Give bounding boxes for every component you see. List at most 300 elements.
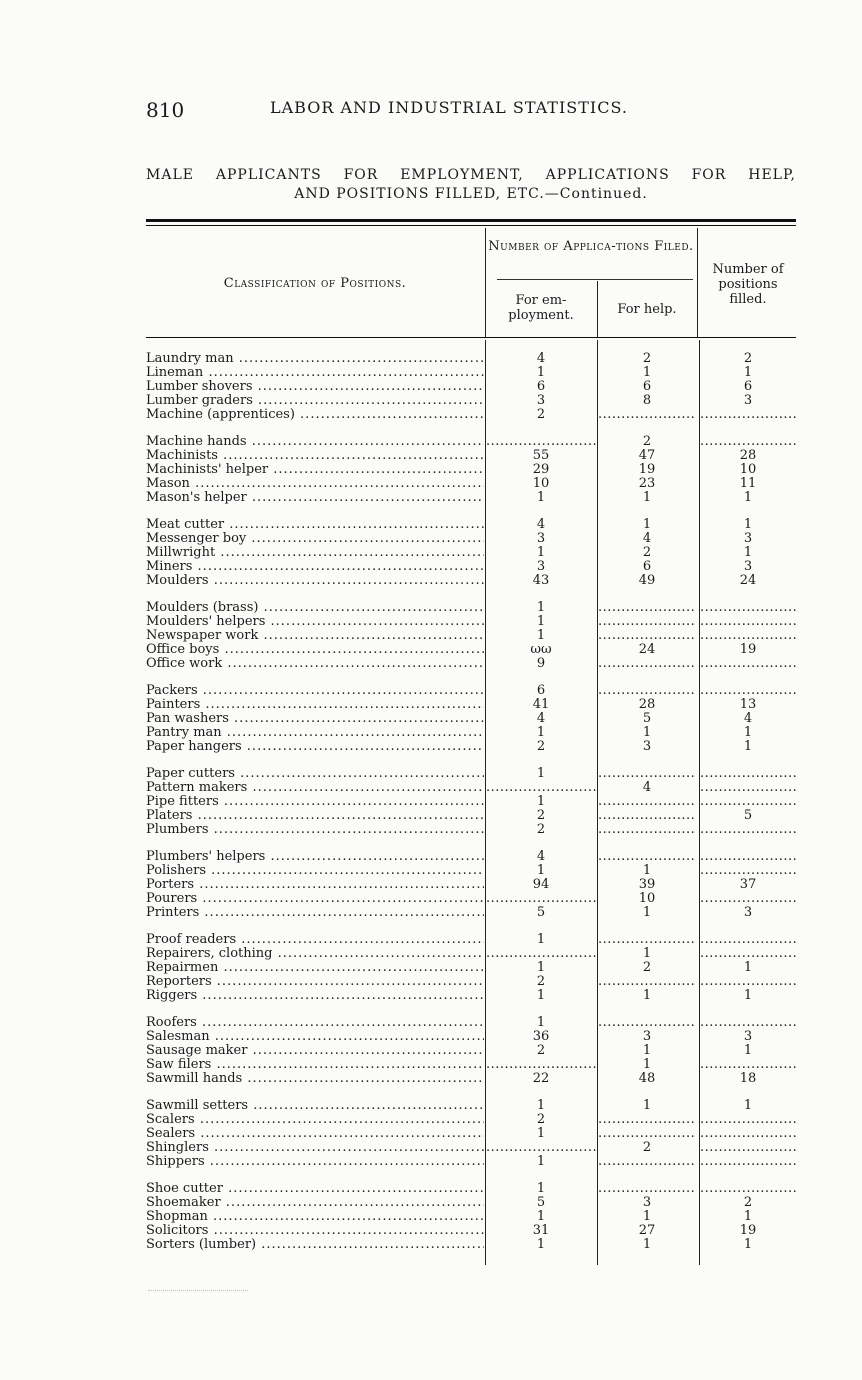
- table-row: [146, 1113, 796, 1127]
- cell-positions-filled: [700, 823, 796, 837]
- group-gap: [146, 1003, 796, 1016]
- cell-for-help: 3: [642, 740, 652, 754]
- cell-for-help: 1: [642, 518, 652, 532]
- table-row: [146, 1141, 796, 1155]
- cell-positions-filled: [700, 601, 796, 615]
- row-label: Moulders (brass) .....: [146, 601, 484, 615]
- cell-for-employment: 5: [536, 1196, 546, 1210]
- table-row: [146, 767, 796, 781]
- cell-for-employment: 1: [536, 864, 546, 878]
- cell-for-employment: 4: [536, 518, 546, 532]
- cell-for-help: [598, 975, 696, 989]
- cell-positions-filled: 19: [739, 1224, 757, 1238]
- row-label: Laundry man .....: [146, 352, 484, 366]
- cell-for-employment: 5: [536, 906, 546, 920]
- cell-for-employment: 29: [532, 463, 550, 477]
- row-label: Scalers .....: [146, 1113, 484, 1127]
- cell-for-employment: 2: [536, 1044, 546, 1058]
- table-body: [146, 352, 796, 1252]
- table-row: [146, 380, 796, 394]
- cell-for-employment: 4: [536, 850, 546, 864]
- group-gap: [146, 920, 796, 933]
- row-label: Machinists .....: [146, 449, 484, 463]
- cell-for-employment: [486, 947, 596, 961]
- cell-positions-filled: [700, 408, 796, 422]
- row-label: Riggers .....: [146, 989, 484, 1003]
- cell-positions-filled: 1: [743, 1238, 753, 1252]
- row-label: Meat cutter .....: [146, 518, 484, 532]
- table-row: [146, 947, 796, 961]
- cell-positions-filled: 1: [743, 491, 753, 505]
- cell-for-employment: 1: [536, 933, 546, 947]
- row-label: Moulders .....: [146, 574, 484, 588]
- cell-for-help: 1: [642, 1210, 652, 1224]
- cell-positions-filled: 19: [739, 643, 757, 657]
- row-label: Paper cutters .....: [146, 767, 484, 781]
- table-row: [146, 684, 796, 698]
- table-row: [146, 560, 796, 574]
- row-label: Solicitors .....: [146, 1224, 484, 1238]
- cell-for-help: 2: [642, 1141, 652, 1155]
- cell-positions-filled: 1: [743, 989, 753, 1003]
- header-bottom-rule: [146, 337, 796, 338]
- table-row: [146, 1238, 796, 1252]
- cell-for-help: 10: [638, 892, 656, 906]
- row-label: Shoe cutter .....: [146, 1182, 484, 1196]
- cell-for-employment: 31: [532, 1224, 550, 1238]
- cell-for-help: [598, 1127, 696, 1141]
- cell-positions-filled: [700, 795, 796, 809]
- cell-for-employment: 1: [536, 366, 546, 380]
- header-for-help: For help.: [617, 302, 677, 317]
- cell-positions-filled: 1: [743, 518, 753, 532]
- cell-for-employment: 1: [536, 1155, 546, 1169]
- row-label: Sealers .....: [146, 1127, 484, 1141]
- cell-positions-filled: [700, 629, 796, 643]
- row-label: Mason's helper .....: [146, 491, 484, 505]
- cell-for-employment: 1: [536, 546, 546, 560]
- cell-for-help: 47: [638, 449, 656, 463]
- cell-positions-filled: 2: [743, 352, 753, 366]
- cell-for-employment: 2: [536, 1113, 546, 1127]
- cell-for-help: 39: [638, 878, 656, 892]
- cell-for-employment: 6: [536, 684, 546, 698]
- cell-for-employment: 4: [536, 712, 546, 726]
- row-label: Shopman .....: [146, 1210, 484, 1224]
- group-gap: [146, 671, 796, 684]
- row-label: Shippers .....: [146, 1155, 484, 1169]
- cell-for-employment: 1: [536, 1099, 546, 1113]
- row-label: Lumber graders .....: [146, 394, 484, 408]
- cell-positions-filled: 5: [743, 809, 753, 823]
- row-label: Pipe fitters .....: [146, 795, 484, 809]
- group-gap: [146, 1086, 796, 1099]
- cell-for-employment: 1: [536, 491, 546, 505]
- header-applications-filed: Number of Applica-tions Filed.: [488, 239, 694, 254]
- row-label: Sausage maker .....: [146, 1044, 484, 1058]
- top-rule-thin: [146, 225, 796, 226]
- cell-for-help: 1: [642, 366, 652, 380]
- cell-for-employment: 9: [536, 657, 546, 671]
- row-label: Office boys .....: [146, 643, 484, 657]
- cell-for-employment: 1: [536, 726, 546, 740]
- table-row: [146, 1155, 796, 1169]
- row-label: Lineman .....: [146, 366, 484, 380]
- row-label: Repairers, clothing .....: [146, 947, 484, 961]
- cell-for-employment: 3: [536, 394, 546, 408]
- table-row: [146, 1044, 796, 1058]
- cell-for-employment: 2: [536, 809, 546, 823]
- cell-for-help: [598, 1155, 696, 1169]
- cell-for-employment: 1: [536, 1127, 546, 1141]
- table-row: [146, 906, 796, 920]
- cell-positions-filled: [700, 781, 796, 795]
- table-row: [146, 823, 796, 837]
- cell-for-help: 2: [642, 961, 652, 975]
- cell-for-help: 1: [642, 906, 652, 920]
- cell-for-employment: 2: [536, 740, 546, 754]
- row-label: Pantry man .....: [146, 726, 484, 740]
- cell-for-employment: 1: [536, 1182, 546, 1196]
- cell-positions-filled: 6: [743, 380, 753, 394]
- page-number: 810: [146, 98, 185, 122]
- header-for-employment: For em-ployment.: [508, 293, 574, 323]
- cell-for-employment: 1: [536, 629, 546, 643]
- cell-positions-filled: [700, 933, 796, 947]
- cell-for-help: 27: [638, 1224, 656, 1238]
- row-label: Sawmill setters .....: [146, 1099, 484, 1113]
- cell-positions-filled: [700, 892, 796, 906]
- running-title: LABOR AND INDUSTRIAL STATISTICS.: [270, 98, 628, 117]
- cell-for-help: 4: [642, 781, 652, 795]
- table-row: [146, 574, 796, 588]
- page-header: [146, 98, 796, 124]
- caption-line-2: AND POSITIONS FILLED, ETC.—Continued.: [294, 186, 648, 202]
- cell-for-employment: 2: [536, 408, 546, 422]
- cell-for-help: 24: [638, 643, 656, 657]
- cell-positions-filled: 3: [743, 532, 753, 546]
- table-row: [146, 1099, 796, 1113]
- cell-for-help: 48: [638, 1072, 656, 1086]
- table-row: [146, 1182, 796, 1196]
- cell-for-help: [598, 823, 696, 837]
- cell-for-help: 1: [642, 864, 652, 878]
- table-row: [146, 366, 796, 380]
- cell-for-help: [598, 615, 696, 629]
- cell-for-help: 2: [642, 435, 652, 449]
- cell-for-help: 3: [642, 1196, 652, 1210]
- cell-for-employment: 1: [536, 795, 546, 809]
- table-row: [146, 449, 796, 463]
- header-group-rule: [497, 279, 693, 280]
- cell-positions-filled: [700, 975, 796, 989]
- row-label: Platers .....: [146, 809, 484, 823]
- table-row: [146, 1196, 796, 1210]
- caption-line-1: MALE APPLICANTS FOR EMPLOYMENT, APPLICATIONS FOR HELP,: [146, 167, 796, 183]
- row-label: Sawmill hands .....: [146, 1072, 484, 1086]
- cell-for-help: [598, 809, 696, 823]
- cell-for-employment: [486, 1058, 596, 1072]
- cell-for-employment: 36: [532, 1030, 550, 1044]
- cell-for-help: 1: [642, 1099, 652, 1113]
- cell-positions-filled: [700, 1155, 796, 1169]
- cell-for-help: 2: [642, 352, 652, 366]
- table-row: [146, 352, 796, 366]
- table-row: [146, 933, 796, 947]
- row-label: Printers .....: [146, 906, 484, 920]
- cell-positions-filled: [700, 684, 796, 698]
- cell-for-help: 28: [638, 698, 656, 712]
- group-gap: [146, 588, 796, 601]
- table-row: [146, 864, 796, 878]
- table-row: [146, 643, 796, 657]
- cell-for-employment: [486, 435, 596, 449]
- cell-positions-filled: [700, 615, 796, 629]
- cell-positions-filled: 24: [739, 574, 757, 588]
- cell-for-employment: 2: [536, 823, 546, 837]
- row-label: Moulders' helpers .....: [146, 615, 484, 629]
- table-row: [146, 892, 796, 906]
- row-label: Mason .....: [146, 477, 484, 491]
- table-row: [146, 1224, 796, 1238]
- cell-for-help: [598, 657, 696, 671]
- cell-for-employment: 10: [532, 477, 550, 491]
- cell-for-help: [598, 408, 696, 422]
- cell-positions-filled: 1: [743, 1210, 753, 1224]
- cell-positions-filled: 13: [739, 698, 757, 712]
- row-label: Salesman .....: [146, 1030, 484, 1044]
- cell-positions-filled: [700, 657, 796, 671]
- cell-for-help: [598, 1016, 696, 1030]
- table-caption: [146, 166, 796, 204]
- cell-positions-filled: 3: [743, 906, 753, 920]
- cell-for-employment: 22: [532, 1072, 550, 1086]
- cell-for-help: 1: [642, 1238, 652, 1252]
- cell-positions-filled: 2: [743, 1196, 753, 1210]
- table-row: [146, 394, 796, 408]
- row-label: Reporters .....: [146, 975, 484, 989]
- cell-positions-filled: 1: [743, 366, 753, 380]
- cell-for-employment: 1: [536, 989, 546, 1003]
- row-label: Porters .....: [146, 878, 484, 892]
- cell-positions-filled: [700, 850, 796, 864]
- cell-for-employment: [486, 781, 596, 795]
- header-positions-filled: Number of positions filled.: [712, 262, 784, 307]
- header-divider-3: [697, 228, 698, 338]
- cell-for-employment: 1: [536, 1238, 546, 1252]
- row-label: Shinglers .....: [146, 1141, 484, 1155]
- row-label: Machinists' helper .....: [146, 463, 484, 477]
- cell-positions-filled: [700, 1127, 796, 1141]
- cell-positions-filled: 1: [743, 961, 753, 975]
- table-row: [146, 740, 796, 754]
- cell-positions-filled: 37: [739, 878, 757, 892]
- row-label: Shoemaker .....: [146, 1196, 484, 1210]
- cell-for-help: 1: [642, 1058, 652, 1072]
- cell-for-help: [598, 933, 696, 947]
- cell-for-help: [598, 629, 696, 643]
- cell-positions-filled: [700, 864, 796, 878]
- table-row: [146, 518, 796, 532]
- table-row: [146, 601, 796, 615]
- cell-for-employment: 3: [536, 560, 546, 574]
- header-classification: Classification of Positions.: [223, 276, 407, 291]
- table-row: [146, 1210, 796, 1224]
- row-label: Machine hands .....: [146, 435, 484, 449]
- table-row: [146, 961, 796, 975]
- table-row: [146, 657, 796, 671]
- table-row: [146, 878, 796, 892]
- cell-for-employment: 3: [536, 532, 546, 546]
- group-gap: [146, 422, 796, 435]
- row-label: Repairmen .....: [146, 961, 484, 975]
- cell-for-help: 1: [642, 491, 652, 505]
- cell-for-help: 8: [642, 394, 652, 408]
- table-row: [146, 629, 796, 643]
- row-label: Proof readers .....: [146, 933, 484, 947]
- cell-for-employment: 6: [536, 380, 546, 394]
- cell-positions-filled: 18: [739, 1072, 757, 1086]
- table-row: [146, 463, 796, 477]
- cell-positions-filled: 1: [743, 1044, 753, 1058]
- footer-mark: [148, 1290, 248, 1297]
- cell-positions-filled: [700, 435, 796, 449]
- row-label: Newspaper work .....: [146, 629, 484, 643]
- row-label: Messenger boy .....: [146, 532, 484, 546]
- cell-positions-filled: 3: [743, 560, 753, 574]
- cell-for-employment: [486, 892, 596, 906]
- cell-for-employment: 43: [532, 574, 550, 588]
- cell-positions-filled: [700, 767, 796, 781]
- group-gap: [146, 505, 796, 518]
- table-row: [146, 698, 796, 712]
- group-gap: [146, 1169, 796, 1182]
- row-label: Pourers .....: [146, 892, 484, 906]
- cell-positions-filled: 4: [743, 712, 753, 726]
- row-label: Plumbers .....: [146, 823, 484, 837]
- cell-for-help: [598, 795, 696, 809]
- group-gap: [146, 754, 796, 767]
- cell-positions-filled: [700, 1182, 796, 1196]
- group-gap: [146, 837, 796, 850]
- table-row: [146, 781, 796, 795]
- table-row: [146, 1030, 796, 1044]
- cell-for-employment: 1: [536, 961, 546, 975]
- cell-positions-filled: 10: [739, 463, 757, 477]
- cell-for-help: 1: [642, 989, 652, 1003]
- cell-for-employment: 1: [536, 1210, 546, 1224]
- cell-for-help: 6: [642, 380, 652, 394]
- table-row: [146, 491, 796, 505]
- cell-for-employment: 4: [536, 352, 546, 366]
- cell-for-employment: 55: [532, 449, 550, 463]
- cell-for-employment: 1: [536, 767, 546, 781]
- table-row: [146, 615, 796, 629]
- cell-for-help: [598, 767, 696, 781]
- cell-positions-filled: 3: [743, 394, 753, 408]
- row-label: Packers .....: [146, 684, 484, 698]
- cell-for-help: 1: [642, 947, 652, 961]
- cell-positions-filled: [700, 947, 796, 961]
- table-row: [146, 850, 796, 864]
- table-row: [146, 477, 796, 491]
- cell-for-employment: ωω: [530, 643, 552, 657]
- row-label: Roofers .....: [146, 1016, 484, 1030]
- cell-for-employment: 94: [532, 878, 550, 892]
- table-row: [146, 1127, 796, 1141]
- table-row: [146, 546, 796, 560]
- row-label: Miners .....: [146, 560, 484, 574]
- row-label: Paper hangers .....: [146, 740, 484, 754]
- table-row: [146, 989, 796, 1003]
- table-row: [146, 795, 796, 809]
- cell-for-employment: 2: [536, 975, 546, 989]
- row-label: Sorters (lumber) .....: [146, 1238, 484, 1252]
- table-row: [146, 532, 796, 546]
- table-row: [146, 975, 796, 989]
- table-row: [146, 1072, 796, 1086]
- cell-for-employment: 1: [536, 1016, 546, 1030]
- row-label: Machine (apprentices) .....: [146, 408, 484, 422]
- cell-for-help: 23: [638, 477, 656, 491]
- row-label: Office work .....: [146, 657, 484, 671]
- cell-for-employment: [486, 1141, 596, 1155]
- table-row: [146, 726, 796, 740]
- cell-for-employment: 1: [536, 601, 546, 615]
- cell-positions-filled: 1: [743, 546, 753, 560]
- cell-positions-filled: [700, 1016, 796, 1030]
- cell-positions-filled: 1: [743, 726, 753, 740]
- row-label: Millwright .....: [146, 546, 484, 560]
- cell-for-help: 3: [642, 1030, 652, 1044]
- cell-for-help: 1: [642, 1044, 652, 1058]
- table-row: [146, 1016, 796, 1030]
- cell-for-help: 2: [642, 546, 652, 560]
- top-rule-thick: [146, 219, 796, 222]
- cell-positions-filled: 28: [739, 449, 757, 463]
- cell-positions-filled: 3: [743, 1030, 753, 1044]
- cell-for-help: [598, 601, 696, 615]
- cell-positions-filled: 11: [739, 477, 757, 491]
- row-label: Painters .....: [146, 698, 484, 712]
- table-row: [146, 408, 796, 422]
- table-row: [146, 809, 796, 823]
- cell-positions-filled: [700, 1113, 796, 1127]
- cell-positions-filled: 1: [743, 740, 753, 754]
- cell-for-help: 5: [642, 712, 652, 726]
- cell-for-help: 6: [642, 560, 652, 574]
- cell-for-help: [598, 1113, 696, 1127]
- cell-for-help: [598, 684, 696, 698]
- cell-positions-filled: [700, 1141, 796, 1155]
- cell-for-help: 49: [638, 574, 656, 588]
- table-row: [146, 435, 796, 449]
- cell-for-help: 1: [642, 726, 652, 740]
- table-row: [146, 1058, 796, 1072]
- table-row: [146, 712, 796, 726]
- cell-for-help: 19: [638, 463, 656, 477]
- row-label: Plumbers' helpers .....: [146, 850, 484, 864]
- row-label: Polishers .....: [146, 864, 484, 878]
- cell-for-employment: 1: [536, 615, 546, 629]
- row-label: Saw filers .....: [146, 1058, 484, 1072]
- cell-positions-filled: [700, 1058, 796, 1072]
- cell-positions-filled: 1: [743, 1099, 753, 1113]
- cell-for-help: [598, 1182, 696, 1196]
- row-label: Pattern makers .....: [146, 781, 484, 795]
- cell-for-help: 4: [642, 532, 652, 546]
- cell-for-help: [598, 850, 696, 864]
